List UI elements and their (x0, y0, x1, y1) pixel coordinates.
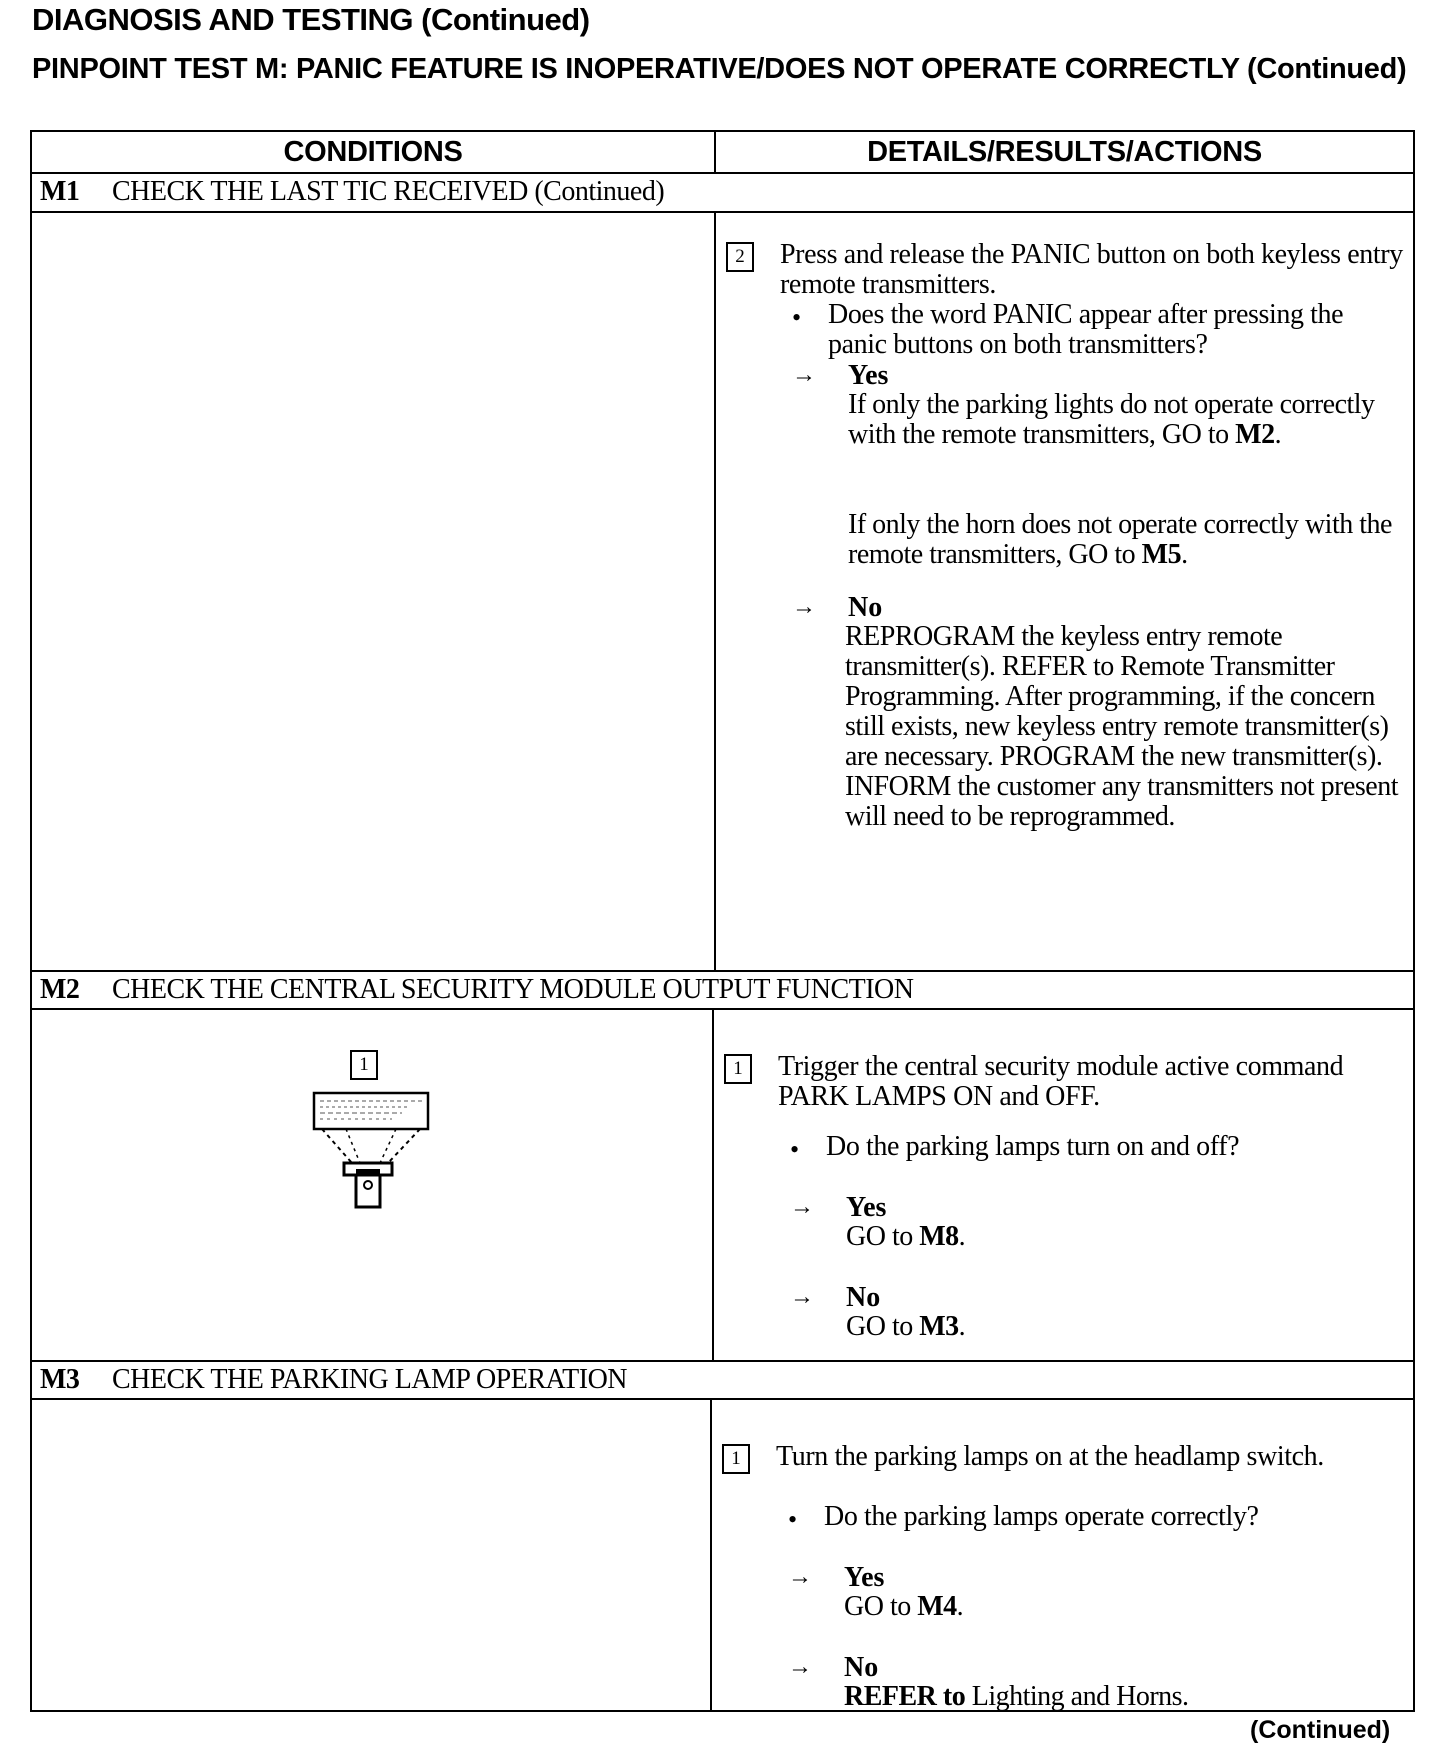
goto-step-ref: M5 (1141, 539, 1182, 570)
goto-step-ref: M2 (1235, 419, 1275, 450)
m3-title-divider (32, 1398, 1413, 1400)
step-id: M3 (40, 1364, 80, 1395)
no-label: No (846, 1282, 881, 1313)
substep-number-box (724, 1054, 752, 1084)
column-divider (712, 1008, 714, 1360)
no-label: No (848, 592, 883, 623)
substep-number: 1 (733, 1058, 743, 1079)
punctuation: . (958, 1221, 966, 1252)
page-heading: DIAGNOSIS AND TESTING (Continued) (32, 2, 590, 37)
step-m1-heading (40, 176, 664, 208)
condition-step-number: 1 (359, 1054, 369, 1075)
m1-title-divider (32, 211, 1413, 213)
right-arrow-icon: → (790, 1284, 814, 1310)
punctuation: . (958, 1311, 966, 1342)
continued-footer: (Continued) (1250, 1716, 1391, 1744)
step-m2-heading (40, 974, 914, 1006)
yes-text: GO to (844, 1591, 918, 1622)
step-instruction: Turn the parking lamps on at the headlamp switch. (776, 1441, 1324, 1472)
no-text: REFER to (844, 1681, 972, 1712)
punctuation: . (956, 1591, 964, 1622)
right-arrow-icon: → (792, 362, 816, 388)
bullet-icon: • (788, 1505, 798, 1534)
goto-step-ref: M4 (917, 1591, 957, 1622)
substep-number: 2 (735, 246, 745, 267)
step-m3-heading (40, 1364, 627, 1396)
no-result: REPROGRAM the keyless entry remote transmitter(s). REFER to Remote Transmitter Programming. After programming, if the concern still exists, new keyless entry remote transmitter(s) are necessary. PROGRAM the new transmitter(s). INFORM the customer any transmitters not present will need to be reprogrammed. (845, 621, 1399, 832)
no-result (844, 1682, 1404, 1712)
yes-label: Yes (848, 360, 889, 391)
header-divider (32, 172, 1413, 174)
m2-top-divider (32, 970, 1413, 972)
yes-label: Yes (844, 1562, 885, 1593)
right-arrow-icon: → (790, 1194, 814, 1220)
punctuation: . (1181, 539, 1188, 570)
bullet-icon: • (790, 1135, 800, 1164)
right-arrow-icon: → (788, 1564, 812, 1590)
m2-title-divider (32, 1008, 1413, 1010)
yes-result-parking (848, 390, 1393, 450)
yes-result (844, 1592, 1344, 1622)
step-id: M2 (40, 974, 80, 1005)
yes-text: GO to (846, 1221, 920, 1252)
bullet-icon: • (792, 303, 802, 332)
pinpoint-table (30, 130, 1415, 1712)
step-question: Does the word PANIC appear after pressing the panic buttons on both transmitters? (828, 299, 1344, 360)
m3-top-divider (32, 1360, 1413, 1362)
column-header-conditions: CONDITIONS (283, 136, 463, 168)
section-reference: Lighting and Horns (971, 1681, 1183, 1712)
step-instruction: Press and release the PANIC button on both keyless entry remote transmitters. (780, 239, 1403, 300)
substep-number: 1 (731, 1448, 741, 1469)
step-instruction: Trigger the central security module active command PARK LAMPS ON and OFF. (778, 1051, 1344, 1112)
punctuation: . (1274, 419, 1282, 450)
right-arrow-icon: → (792, 594, 816, 620)
scan-tool-icon (292, 1087, 432, 1227)
substep-number-box (726, 242, 754, 272)
step-question: Do the parking lamps operate correctly? (824, 1501, 1259, 1532)
column-divider (710, 1398, 712, 1712)
no-result (846, 1312, 1346, 1342)
goto-step-ref: M3 (919, 1311, 959, 1342)
yes-result (846, 1222, 1346, 1252)
goto-step-ref: M8 (919, 1221, 959, 1252)
step-title: CHECK THE LAST TIC RECEIVED (Continued) (112, 176, 665, 207)
substep-number-box (722, 1444, 750, 1474)
step-question: Do the parking lamps turn on and off? (826, 1131, 1240, 1162)
no-text: GO to (846, 1311, 920, 1342)
yes-result-horn (848, 510, 1393, 570)
condition-step-box (350, 1050, 378, 1080)
right-arrow-icon: → (788, 1654, 812, 1680)
column-divider (714, 211, 716, 970)
yes-text: If only the horn does not operate correctly with the remote transmitters, GO to (848, 509, 1392, 570)
no-label: No (844, 1652, 879, 1683)
test-title: PINPOINT TEST M: PANIC FEATURE IS INOPERATIVE/DOES NOT OPERATE CORRECTLY (Continued) (32, 53, 1407, 85)
punctuation: . (1182, 1681, 1189, 1712)
step-title: CHECK THE CENTRAL SECURITY MODULE OUTPUT FUNCTION (112, 974, 914, 1005)
yes-label: Yes (846, 1192, 887, 1223)
yes-text: If only the parking lights do not operate correctly with the remote transmitters, GO to (848, 389, 1375, 450)
step-id: M1 (40, 176, 80, 207)
step-title: CHECK THE PARKING LAMP OPERATION (112, 1364, 628, 1395)
column-header-details: DETAILS/RESULTS/ACTIONS (867, 136, 1262, 168)
